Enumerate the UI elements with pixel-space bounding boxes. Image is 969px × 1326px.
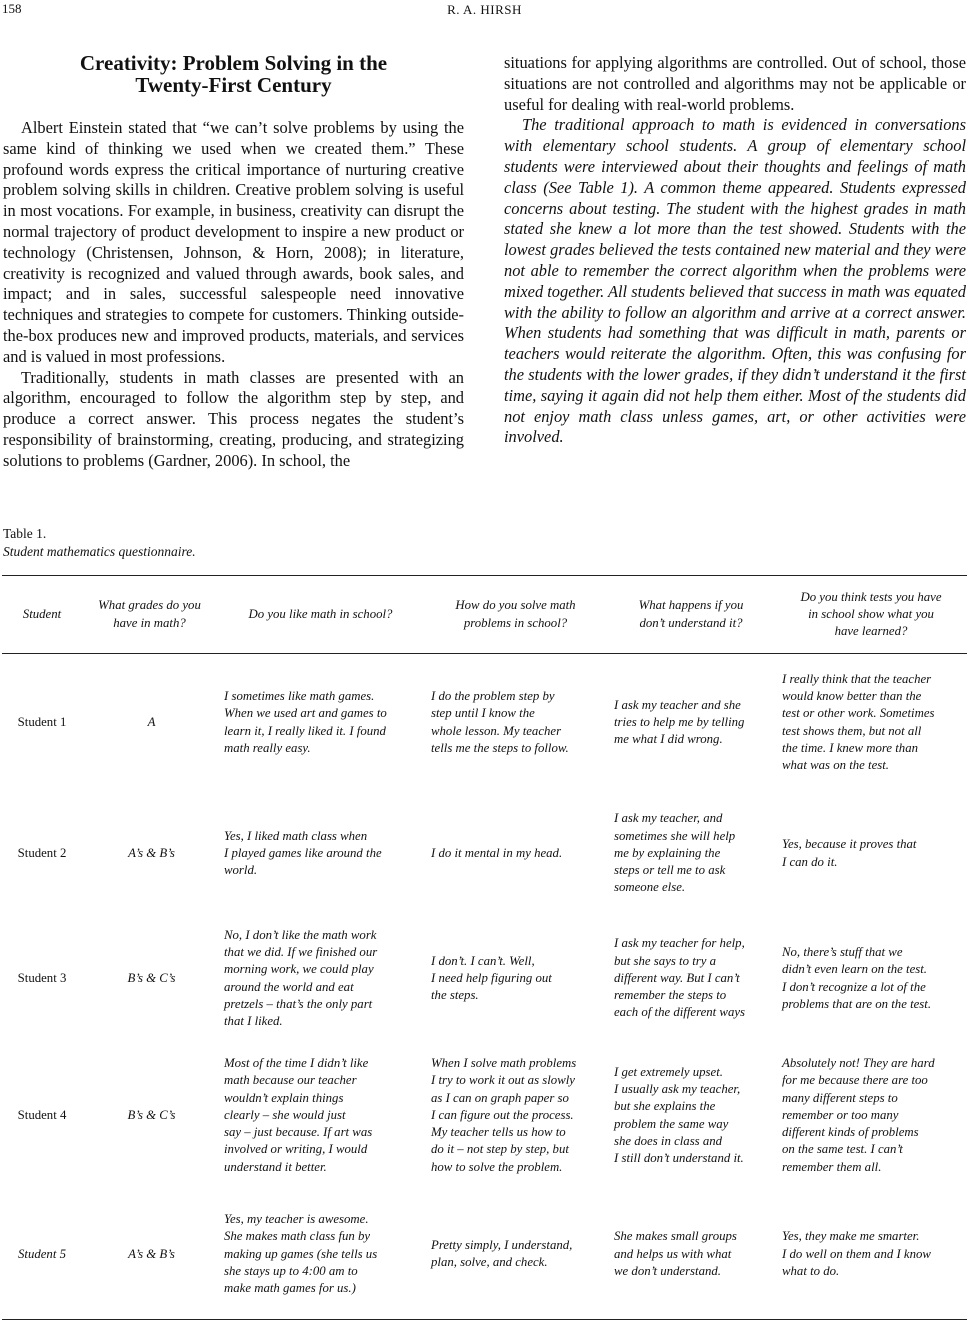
solve-cell — [424, 1190, 607, 1320]
cell-line: have learned? — [834, 624, 908, 639]
cell-line: many different steps to — [782, 1090, 898, 1105]
paragraph-traditional-approach: The traditional approach to math is evidenced in conversations with elementary school students. A group of elementary school students were interviewed about their thoughts and feelings of math class (See Table 1). A common theme appeared. Students expressed concerns about testing. The student with the highest grades in math stated she knew a lot more than the test showed. Students with the lowest grades believed the tests contained new material and they were not able to remember the correct algorithm when the problems were mixed together. All students believed that success in math was equated with the ability to follow an algorithm and arrive at a correct answer. When students had something that was difficult in math, parents or teachers would reiterate the algorithm. Often, this was confusing for the students with the lower grades, if they didn’t understand it the first time, saying it again did not help them either. Most of the students did not enjoy math class unless games, art, or other activities were involved. — [504, 115, 966, 447]
cell-text — [782, 671, 964, 775]
cell-text — [224, 1055, 421, 1176]
cell-line: around the world and eat — [224, 979, 354, 994]
cell-line: on the same test. I can’t — [782, 1142, 903, 1157]
solve-cell — [424, 1042, 607, 1190]
solve-cell — [424, 916, 607, 1042]
dont-understand-cell — [607, 1042, 775, 1190]
grade-cell: B’s & C’s — [127, 1107, 176, 1122]
like-math-cell — [217, 1190, 424, 1320]
cell-line: Yes, my teacher is awesome. — [224, 1212, 369, 1226]
grade-cell: A’s & B’s — [128, 845, 175, 860]
cell-text — [782, 1228, 964, 1280]
cell-line: I can figure out the process. — [431, 1107, 574, 1122]
cell-line: that we did. If we finished our — [224, 944, 378, 959]
cell-text — [224, 927, 421, 1031]
cell-line: how to solve the problem. — [431, 1159, 563, 1174]
cell-text — [431, 953, 604, 1005]
header-text — [6, 606, 78, 623]
cell-line: I don’t recognize a lot of the — [782, 979, 926, 994]
dont-understand-cell — [607, 792, 775, 916]
cell-line: Pretty simply, I understand, — [431, 1237, 573, 1252]
cell-line: My teacher tells us how to — [431, 1125, 566, 1140]
cell-line: in school show what you — [808, 606, 934, 621]
cell-line: I really think that the teacher — [782, 671, 932, 686]
cell-line: Student — [22, 606, 62, 621]
page-number: 158 — [2, 1, 22, 16]
table-body — [2, 654, 967, 1320]
header-like-math — [217, 576, 424, 654]
cell-line: problems that are on the test. — [782, 996, 932, 1011]
cell-line: plan, solve, and check. — [431, 1255, 548, 1270]
cell-line: what was on the test. — [782, 758, 889, 773]
table-row — [2, 1042, 967, 1190]
cell-line: that I liked. — [224, 1014, 283, 1029]
like-math-cell — [217, 1042, 424, 1190]
dont-understand-cell — [607, 1190, 775, 1320]
cell-line: make math games for us.) — [224, 1281, 356, 1296]
tests-cell — [775, 1042, 967, 1190]
left-column — [3, 52, 464, 472]
cell-text — [614, 1064, 772, 1168]
questionnaire-table — [2, 575, 967, 1320]
cell-line: problem the same way — [614, 1116, 729, 1131]
paragraph-traditionally: Traditionally, students in math classes are presented with an algorithm, encouraged to follow the algorithm step by step, and produce a correct answer. This process negates the student’s responsibility of brainstorming, creating, producing, and strategizing solutions to problems (Gardner, 2006). In school, the — [3, 367, 464, 470]
cell-line: I played games like around the — [224, 845, 382, 860]
cell-line: wouldn’t explain things — [224, 1090, 344, 1105]
table-row — [2, 1190, 967, 1320]
cell-line: me by explaining the — [614, 845, 721, 860]
cell-line: When I solve math problems — [431, 1055, 577, 1070]
table-row — [2, 916, 967, 1042]
cell-line: didn’t even learn on the test. — [782, 962, 927, 977]
header-text — [221, 606, 420, 623]
cell-text — [782, 1055, 964, 1176]
cell-line: I get extremely upset. — [614, 1064, 723, 1079]
cell-line: I do the problem step by — [431, 689, 555, 704]
cell-line: math because our teacher — [224, 1073, 357, 1088]
cell-line: the steps. — [431, 988, 479, 1003]
cell-line: she does in class and — [614, 1133, 723, 1148]
cell-line: I can do it. — [782, 854, 838, 869]
cell-line: different kinds of problems — [782, 1125, 919, 1140]
cell-line: I do it mental in my head. — [431, 845, 563, 860]
like-math-cell — [217, 654, 424, 792]
cell-line: math really easy. — [224, 741, 311, 756]
cell-line: tries to help me by telling — [614, 715, 745, 730]
cell-line: I do well on them and I know — [782, 1246, 931, 1261]
table-subcaption: Student mathematics questionnaire. — [3, 544, 196, 559]
cell-line: don’t understand it? — [639, 615, 743, 630]
title-line-2: Twenty-First Century — [135, 73, 332, 97]
cell-line: involved or writing, I would — [224, 1142, 368, 1157]
cell-line: sometimes she will help — [614, 828, 736, 843]
running-head: R. A. HIRSH — [447, 2, 522, 17]
cell-line: we don’t understand. — [614, 1263, 721, 1278]
cell-text — [782, 836, 964, 871]
cell-line: for me because there are too — [782, 1073, 928, 1088]
cell-line: test or other work. Sometimes — [782, 706, 935, 721]
cell-text — [224, 828, 421, 880]
cell-text — [614, 810, 772, 896]
header-student — [2, 576, 82, 654]
title-line-1: Creativity: Problem Solving in the — [79, 51, 388, 75]
cell-line: What grades do you — [98, 598, 201, 613]
cell-line: I don’t. I can’t. Well, — [431, 953, 535, 968]
table-row — [2, 792, 967, 916]
tests-cell — [775, 916, 967, 1042]
cell-line: making up games (she tells us — [224, 1246, 378, 1261]
cell-line: No, there’s stuff that we — [782, 944, 903, 959]
cell-line: say – just because. If art was — [224, 1125, 373, 1140]
cell-line: remember the steps to — [614, 988, 727, 1003]
cell-line: Do you think tests you have — [800, 589, 942, 604]
cell-line: remember them all. — [782, 1159, 882, 1174]
cell-line: each of the different ways — [614, 1005, 746, 1020]
grade-cell: A — [147, 715, 156, 730]
article-title — [3, 52, 464, 96]
cell-line: pretzels – that’s the only part — [224, 996, 373, 1011]
table-label: Table 1. — [3, 526, 47, 541]
cell-line: I need help figuring out — [431, 970, 552, 985]
cell-line: She makes math class fun by — [224, 1229, 371, 1244]
cell-line: problems in school? — [463, 615, 568, 630]
cell-line: different way. But I can’t — [614, 970, 740, 985]
cell-text — [224, 688, 421, 757]
cell-line: do it – not step by step, but — [431, 1142, 569, 1157]
dont-understand-cell — [607, 916, 775, 1042]
table-row — [2, 654, 967, 792]
header-tests — [775, 576, 967, 654]
cell-line: but she says to try a — [614, 953, 717, 968]
cell-line: I ask my teacher, and — [614, 811, 723, 826]
student-name-cell: Student 4 — [17, 1107, 67, 1122]
solve-cell — [424, 792, 607, 916]
cell-line: No, I don’t like the math work — [224, 927, 377, 942]
cell-line: I ask my teacher for help, — [614, 936, 745, 951]
cell-line: but she explains the — [614, 1099, 716, 1114]
dont-understand-cell — [607, 654, 775, 792]
cell-line: Yes, because it proves that — [782, 837, 917, 852]
cell-line: When we used art and games to — [224, 706, 387, 721]
cell-line: tells me the steps to follow. — [431, 741, 569, 756]
cell-text — [431, 1055, 604, 1176]
cell-line: clearly – she would just — [224, 1107, 346, 1122]
table-header-row — [2, 576, 967, 654]
right-column — [504, 53, 966, 448]
student-name-cell: Student 1 — [17, 715, 67, 730]
cell-line: morning work, we could play — [224, 962, 374, 977]
cell-line: Yes, they make me smarter. — [782, 1229, 920, 1244]
cell-line: steps or tell me to ask — [614, 863, 726, 878]
header-solve — [424, 576, 607, 654]
cell-line: Most of the time I didn’t like — [224, 1055, 369, 1070]
cell-text — [431, 688, 604, 757]
header-grades — [82, 576, 217, 654]
cell-line: the time. I knew more than — [782, 741, 918, 756]
cell-line: would know better than the — [782, 689, 922, 704]
cell-line: How do you solve math — [455, 598, 576, 613]
cell-line: step until I know the — [431, 706, 535, 721]
cell-line: learn it, I really liked it. I found — [224, 723, 386, 738]
like-math-cell — [217, 916, 424, 1042]
cell-line: someone else. — [614, 880, 686, 895]
cell-line: What happens if you — [638, 598, 744, 613]
cell-line: whole lesson. My teacher — [431, 723, 562, 738]
cell-line: She makes small groups — [614, 1229, 737, 1244]
header-text — [86, 597, 213, 632]
cell-line: I ask my teacher and she — [614, 697, 741, 712]
cell-line: I still don’t understand it. — [614, 1151, 744, 1166]
tests-cell — [775, 654, 967, 792]
cell-text — [431, 845, 604, 862]
cell-text — [614, 697, 772, 749]
cell-line: remember or too many — [782, 1107, 899, 1122]
header-text — [611, 597, 771, 632]
grade-cell: A’s & B’s — [82, 1190, 217, 1320]
cell-line: I try to work it out as slowly — [431, 1073, 575, 1088]
cell-text — [782, 944, 964, 1013]
cell-line: she stays up to 4:00 am to — [224, 1263, 358, 1278]
like-math-cell — [217, 792, 424, 916]
header-dont-understand — [607, 576, 775, 654]
table-caption — [3, 525, 196, 561]
cell-text — [224, 1211, 421, 1297]
paragraph-continued: situations for applying algorithms are controlled. Out of school, those situations are not controlled and algorithms may not be applicable or useful for dealing with real-world problems. — [504, 53, 966, 114]
cell-line: Yes, I liked math class when — [224, 828, 368, 843]
tests-cell — [775, 1190, 967, 1320]
student-name-cell: Student 2 — [17, 845, 67, 860]
cell-line: what to do. — [782, 1263, 840, 1278]
cell-line: Do you like math in school? — [248, 606, 393, 621]
student-name-cell: Student 5 — [2, 1190, 82, 1320]
cell-line: test shows them, but not all — [782, 723, 922, 738]
cell-line: as I can on graph paper so — [431, 1090, 569, 1105]
header-text — [428, 597, 603, 632]
header-text — [779, 589, 963, 641]
solve-cell — [424, 654, 607, 792]
cell-line: and helps us with what — [614, 1246, 732, 1261]
student-name-cell: Student 3 — [17, 970, 67, 985]
cell-line: Absolutely not! They are hard — [782, 1055, 935, 1070]
paragraph-einstein: Albert Einstein stated that “we can’t solve problems by using the same kind of thinking we used when we created them.” These profound words express the critical importance of nurturing creative problem solving skills in children. Creative problem solving is useful in most vocations. For example, in business, creativity can disrupt the normal trajectory of product development to inspire a new product or technology (Christensen, Johnson, & Horn, 2008); in literature, creativity is recognized and valued through awards, book sales, and impact; and in sales, successful salespeople need innovative techniques and strategies to compete for customers. Thinking outside-the-box produces new and improved products, materials, and services and is valued in most professions. — [3, 118, 464, 366]
cell-line: have in math? — [113, 615, 186, 630]
cell-text — [431, 1237, 604, 1272]
tests-cell — [775, 792, 967, 916]
cell-line: me what I did wrong. — [614, 732, 723, 747]
cell-line: world. — [224, 863, 258, 878]
cell-line: I usually ask my teacher, — [614, 1081, 741, 1096]
cell-line: I sometimes like math games. — [224, 689, 375, 704]
cell-text — [614, 1228, 772, 1280]
grade-cell: B’s & C’s — [127, 970, 176, 985]
cell-line: understand it better. — [224, 1159, 327, 1174]
cell-text — [614, 935, 772, 1021]
